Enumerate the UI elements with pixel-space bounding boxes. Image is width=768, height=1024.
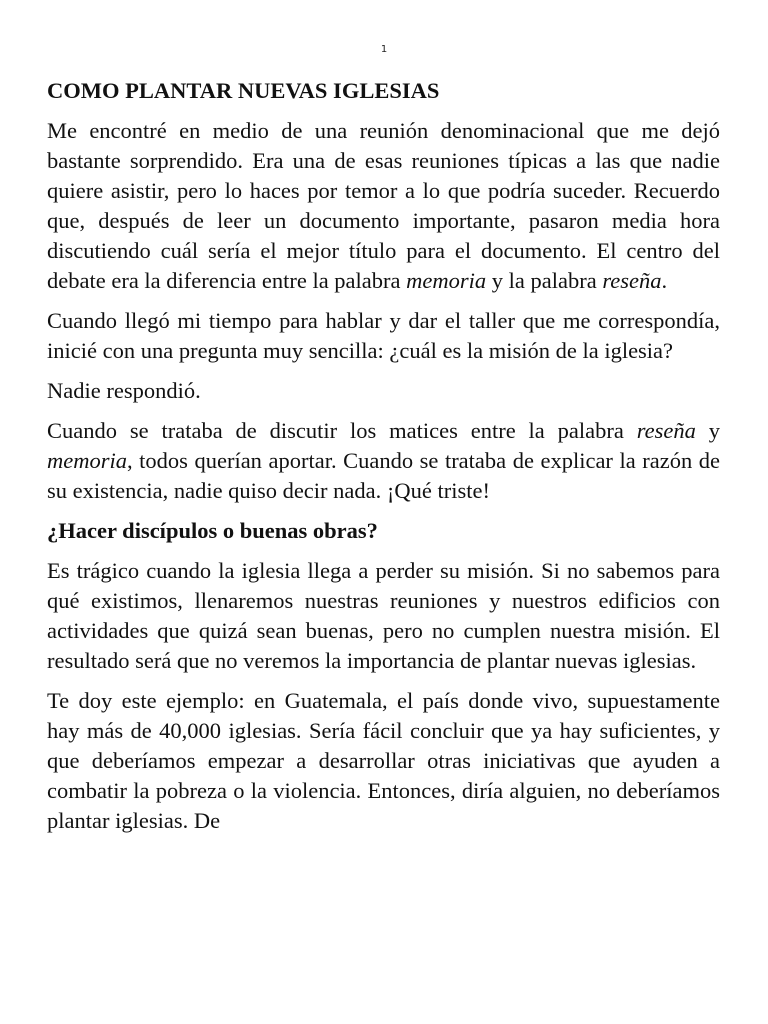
paragraph-4-middle: y [695, 418, 720, 443]
paragraph-1-end: . [661, 268, 668, 293]
paragraph-4 [47, 416, 720, 506]
document-title: COMO PLANTAR NUEVAS IGLESIAS [47, 78, 440, 103]
section-subheading: ¿Hacer discípulos o buenas obras? [47, 518, 378, 543]
document-body [47, 76, 720, 846]
page-number: 1 [380, 44, 388, 55]
paragraph-5: Es trágico cuando la iglesia llega a perder su misión. Si no sabemos para qué existimos, llenaremos nuestras reuniones y nuestros edificios con actividades que quizá sean buenas, pero no cumplen nuestra misión. El resultado será que no veremos la importancia de plantar nuevas iglesias. [47, 558, 720, 673]
paragraph-4-end: , todos querían aportar. Cuando se trataba de explicar la razón de su existencia, nadie quiso decir nada. ¡Qué triste! [47, 448, 720, 503]
paragraph-1-middle: y la palabra [486, 268, 603, 293]
italic-word-memoria: memoria [406, 268, 487, 293]
italic-word-resena: reseña [636, 418, 696, 443]
paragraph-2: Cuando llegó mi tiempo para hablar y dar el taller que me correspondía, inicié con una pregunta muy sencilla: ¿cuál es la misión de la iglesia? [47, 308, 720, 363]
italic-word-resena: reseña [602, 268, 662, 293]
paragraph-6: Te doy este ejemplo: en Guatemala, el país donde vivo, supuestamente hay más de 40,000 iglesias. Sería fácil concluir que ya hay suficientes, y que deberíamos empezar a desarrollar otras iniciativas que ayuden a combatir la pobreza o la violencia. Entonces, diría alguien, no deberíamos plantar iglesias. De [47, 688, 720, 833]
paragraph-1-text: Me encontré en medio de una reunión denominacional que me dejó bastante sorprendido. Era una de esas reuniones típicas a las que nadie quiere asistir, pero lo haces por temor a lo que podría suceder. Recuerdo que, después de leer un documento importante, pasaron media hora discutiendo cuál sería el mejor título para el documento. El centro del debate era la diferencia entre la palabra [47, 118, 720, 293]
paragraph-3: Nadie respondió. [47, 378, 201, 403]
italic-word-memoria: memoria [47, 448, 127, 473]
paragraph-1 [47, 116, 720, 296]
paragraph-4-text: Cuando se trataba de discutir los matices entre la palabra [47, 418, 637, 443]
